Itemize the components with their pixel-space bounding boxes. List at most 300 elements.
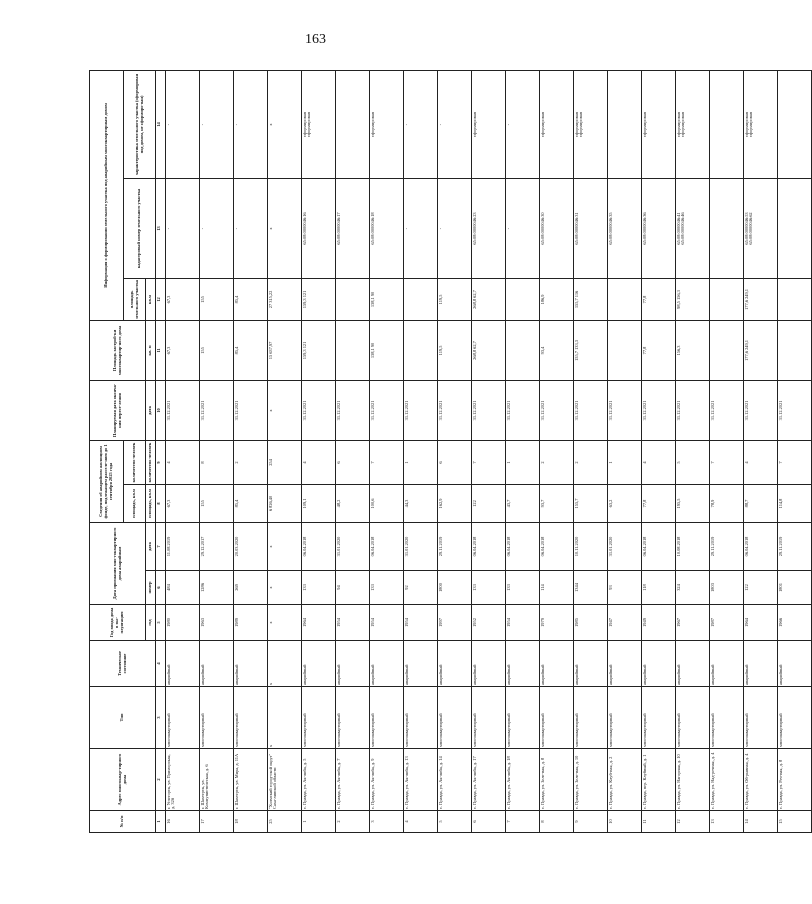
row-address: с. Правда, пер. Клубный, д. 1 — [642, 749, 676, 811]
row-planned-date: 31.12.2021 — [438, 380, 472, 440]
row-land-char: сформирован сформирован — [302, 70, 336, 178]
row-year: 1967 — [676, 605, 710, 641]
table-row — [370, 70, 404, 832]
row-decision-number: 324 — [676, 571, 710, 605]
row-land-area: 98,5 156,3 — [676, 278, 710, 320]
row-decision-number: 1286 — [200, 571, 234, 605]
row-address: с. Правда, ул. Ак-либа, д. 17 — [472, 749, 506, 811]
row-planned-date: 31.12.2021 — [676, 380, 710, 440]
row-land-char: - — [404, 70, 438, 178]
row-area: 85,4 — [234, 484, 268, 522]
header-people-unit: количество человек — [146, 440, 156, 484]
row-cadastral: 65:08:0000046:30 — [540, 178, 574, 278]
row-land-area: 27 315,22 — [268, 278, 302, 320]
row-land-area: 77,8 — [642, 278, 676, 320]
row-state: аварийный — [166, 641, 200, 687]
row-area: 88,7 — [744, 484, 778, 522]
table-row — [778, 70, 812, 832]
row-build-area — [404, 320, 438, 380]
row-build-area: 155,7 133,3 — [574, 320, 608, 380]
column-number-row — [156, 70, 166, 832]
column-number: 14 — [156, 70, 166, 178]
row-land-area — [778, 278, 812, 320]
column-number: 8 — [156, 484, 166, 522]
row-land-area: 119,5 — [438, 278, 472, 320]
row-year: 1954 — [336, 605, 370, 641]
row-area: 109,1 — [302, 484, 336, 522]
column-number: 12 — [156, 278, 166, 320]
row-state: аварийный — [404, 641, 438, 687]
row-cadastral: 65:08:0000046:36 — [642, 178, 676, 278]
header-number-unit: номер — [146, 571, 156, 605]
header-address: Адрес многоквар-тирного дома — [90, 749, 156, 811]
row-land-area — [336, 278, 370, 320]
row-cadastral: 65:08:0000046:23 — [472, 178, 506, 278]
row-area: 6 826,40 — [268, 484, 302, 522]
row-decision-date: 31.01.2020 — [404, 522, 438, 570]
row-year: 1954 — [506, 605, 540, 641]
row-type: многоквартирный — [574, 687, 608, 749]
row-year: 1954 — [370, 605, 404, 641]
row-state: аварийный — [778, 641, 812, 687]
column-number: 9 — [156, 440, 166, 484]
row-type: многоквартирный — [234, 687, 268, 749]
column-number: 4 — [156, 641, 166, 687]
row-year: 1985 — [574, 605, 608, 641]
header-year-unit: год — [146, 605, 156, 641]
row-index: 15 — [778, 811, 812, 833]
row-state: аварийный — [234, 641, 268, 687]
row-build-area — [506, 320, 540, 380]
table-row — [404, 70, 438, 832]
row-cadastral: - — [438, 178, 472, 278]
emergency-housing-table — [89, 70, 812, 833]
row-land-area: 177,6 249,1 — [744, 278, 778, 320]
row-planned-date: 31.12.2021 — [744, 380, 778, 440]
row-build-area: 15 637,97 — [268, 320, 302, 380]
row-year: 1964 — [744, 605, 778, 641]
row-land-char: сформирован — [540, 70, 574, 178]
row-decision-date: 20.03.2020 — [234, 522, 268, 570]
row-build-area: 119,5 — [438, 320, 472, 380]
column-number: 1 — [156, 811, 166, 833]
row-type: многоквартирный — [200, 687, 234, 749]
row-decision-date: 06.04.2018 — [506, 522, 540, 570]
row-build-area: 268,8 62,7 — [472, 320, 506, 380]
row-index: 16 — [166, 811, 200, 833]
row-index: 4 — [404, 811, 438, 833]
row-decision-date: 10.08.2018 — [676, 522, 710, 570]
row-decision-number: 92 — [404, 571, 438, 605]
row-area: 67,3 — [166, 484, 200, 522]
row-area: 48,2 — [336, 484, 370, 522]
row-type: многоквартирный — [506, 687, 540, 749]
row-land-char — [608, 70, 642, 178]
table-row — [506, 70, 540, 832]
row-state: x — [268, 641, 302, 687]
row-address: г. Шахтерск, ул. Коммунистическая, д. 6 — [200, 749, 234, 811]
row-address: с. Правда, ул. Зеле-ная, д. 8 — [540, 749, 574, 811]
row-state: аварийный — [744, 641, 778, 687]
row-cadastral: - — [166, 178, 200, 278]
row-area: 63,2 — [608, 484, 642, 522]
row-planned-date: 31.12.2021 — [370, 380, 404, 440]
row-type: многоквартирный — [642, 687, 676, 749]
table-body — [156, 70, 812, 832]
row-decision-number: 1800 — [438, 571, 472, 605]
row-planned-date: 31.12.2021 — [404, 380, 438, 440]
table-row — [710, 70, 744, 832]
row-land-char — [710, 70, 744, 178]
row-land-char: - — [200, 70, 234, 178]
table-row — [744, 70, 778, 832]
row-decision-number: 133 — [506, 571, 540, 605]
row-land-area: 155 — [200, 278, 234, 320]
row-decision-number: 93 — [608, 571, 642, 605]
row-build-area: 156,3 — [676, 320, 710, 380]
row-people: 4 — [166, 440, 200, 484]
header-area-unit: площадь, кв.м — [146, 484, 156, 522]
row-decision-date: 10.11.2020 — [574, 522, 608, 570]
row-year: 1997 — [438, 605, 472, 641]
row-area: 195,5 — [676, 484, 710, 522]
row-decision-number: 118 — [642, 571, 676, 605]
table-row — [642, 70, 676, 832]
row-land-char: - — [506, 70, 540, 178]
table-row — [608, 70, 642, 832]
header-planned-unit: дата — [146, 380, 156, 440]
row-type: многоквартирный — [540, 687, 574, 749]
row-people: 7 — [778, 440, 812, 484]
row-type: многоквартирный — [676, 687, 710, 749]
column-number: 5 — [156, 605, 166, 641]
row-index: 11 — [642, 811, 676, 833]
header-state: Техническое состояние — [90, 641, 156, 687]
row-decision-number: 122 — [744, 571, 778, 605]
row-land-area — [506, 278, 540, 320]
row-cadastral: x — [268, 178, 302, 278]
row-land-char: - — [166, 70, 200, 178]
row-decision-number: 133 — [472, 571, 506, 605]
row-type: многоквартирный — [404, 687, 438, 749]
row-planned-date: 31.12.2021 — [710, 380, 744, 440]
row-build-area: 93,4 — [540, 320, 574, 380]
row-planned-date: 31.12.2021 — [472, 380, 506, 440]
row-decision-date: 06.04.2018 — [302, 522, 336, 570]
row-planned-date: 31.12.2021 — [234, 380, 268, 440]
row-build-area: 159,3 121 — [302, 320, 336, 380]
row-planned-date: 31.12.2021 — [540, 380, 574, 440]
row-index: 2 — [336, 811, 370, 833]
row-land-char: - — [438, 70, 472, 178]
row-decision-date: 31.01.2020 — [608, 522, 642, 570]
column-number: 10 — [156, 380, 166, 440]
row-build-area — [608, 320, 642, 380]
row-decision-date: 06.04.2018 — [540, 522, 574, 570]
row-year: 1949 — [642, 605, 676, 641]
row-cadastral: - — [506, 178, 540, 278]
row-planned-date: 31.12.2021 — [574, 380, 608, 440]
row-decision-date: 31.01.2020 — [336, 522, 370, 570]
header-year: Год ввода дома в экс-плуатацию — [90, 605, 146, 641]
row-year: 1952 — [472, 605, 506, 641]
row-area: 155,7 — [574, 484, 608, 522]
row-year: 1989 — [234, 605, 268, 641]
header-land-char: характеристика земельного участка (сформирован под домом, не сформиро-ван) — [124, 70, 156, 178]
row-build-area: 85,4 — [234, 320, 268, 380]
row-land-char: сформирован сформирован — [676, 70, 710, 178]
row-build-area — [778, 320, 812, 380]
row-area: 114,8 — [778, 484, 812, 522]
row-cadastral: - — [404, 178, 438, 278]
row-state: аварийный — [438, 641, 472, 687]
row-area: 44,3 — [404, 484, 438, 522]
row-state: аварийный — [302, 641, 336, 687]
row-land-char: - — [234, 70, 268, 178]
row-index: 8 — [540, 811, 574, 833]
row-type: многоквартирный — [778, 687, 812, 749]
row-land-char: сформирован — [642, 70, 676, 178]
row-year: 1963 — [200, 605, 234, 641]
row-land-area: 85,4 — [234, 278, 268, 320]
row-state: аварийный — [336, 641, 370, 687]
row-address: с. Правда, ул. Ак-либа, д. 13 — [404, 749, 438, 811]
row-land-area: 186,9 — [540, 278, 574, 320]
row-cadastral: 65:08:0000046:53 65:08:0000046:62 — [744, 178, 778, 278]
row-address: с. Правда, ул. Над-речная, д. 4 — [710, 749, 744, 811]
row-land-char: сформирован — [472, 70, 506, 178]
row-land-char: сформирован — [370, 70, 404, 178]
row-decision-number: 484 — [166, 571, 200, 605]
table-row — [166, 70, 200, 832]
row-year: 1966 — [778, 605, 812, 641]
row-decision-date: 29.11.2019 — [710, 522, 744, 570]
row-cadastral — [710, 178, 744, 278]
row-area: 155 — [200, 484, 234, 522]
header-fund-area: площадь, кв.м — [124, 484, 146, 522]
row-planned-date: 31.12.2021 — [302, 380, 336, 440]
row-index: 12 — [676, 811, 710, 833]
header-cadastral: кадастровый номер земельного участка — [124, 178, 156, 278]
row-address: с. Правда, ул. Реч-ная, д. 8 — [778, 749, 812, 811]
row-land-area: 268,8 62,7 — [472, 278, 506, 320]
row-decision-number: 94 — [336, 571, 370, 605]
row-year: 1987 — [710, 605, 744, 641]
row-decision-number: 133 — [302, 571, 336, 605]
row-planned-date: 31.12.2021 — [608, 380, 642, 440]
row-people: 254 — [268, 440, 302, 484]
row-address: с. Правда, ул. Нагорная, д. 10 — [676, 749, 710, 811]
header-fund: Сведения об аварийном жилищном фонде, подлежащем расселе-нию до 1 сентября 2025 года — [90, 440, 124, 522]
row-decision-number: 1801 — [778, 571, 812, 605]
row-index: 14 — [744, 811, 778, 833]
row-build-area: 67,3 — [166, 320, 200, 380]
row-type: многоквартирный — [336, 687, 370, 749]
row-people: 1 — [506, 440, 540, 484]
row-index: 25 — [268, 811, 302, 833]
row-area: 78,9 — [710, 484, 744, 522]
column-number: 13 — [156, 178, 166, 278]
row-year: 1964 — [302, 605, 336, 641]
header-date-unit: дата — [146, 522, 156, 570]
row-people: 1 — [404, 440, 438, 484]
row-decision-number: 1803 — [710, 571, 744, 605]
row-state: аварийный — [608, 641, 642, 687]
row-area: 93,7 — [540, 484, 574, 522]
row-type: многоквартирный — [370, 687, 404, 749]
row-type: многоквартирный — [166, 687, 200, 749]
row-decision-number: 114 — [540, 571, 574, 605]
column-number: 11 — [156, 320, 166, 380]
row-address: с. Правда, ул. Об-рывная, д. 4 — [744, 749, 778, 811]
row-decision-date: 06.04.2018 — [744, 522, 778, 570]
table-row — [540, 70, 574, 832]
row-people: 6 — [438, 440, 472, 484]
row-people: 6 — [336, 440, 370, 484]
column-number: 6 — [156, 571, 166, 605]
row-type: многоквартирный — [438, 687, 472, 749]
row-state: аварийный — [710, 641, 744, 687]
row-state: аварийный — [472, 641, 506, 687]
row-cadastral: 65:08:0000046:16 — [302, 178, 336, 278]
row-decision-date: 06.04.2018 — [642, 522, 676, 570]
header-build-area: Площадь застрой-ки многоквартир-ного дома — [90, 320, 146, 380]
row-index: 9 — [574, 811, 608, 833]
rotated-register — [89, 71, 783, 833]
row-area: 162,9 — [438, 484, 472, 522]
header-planned: Планируемая дата оконча-ния пересе-ления — [90, 380, 146, 440]
row-area: 100,6 — [370, 484, 404, 522]
header-fund-people: количество человек — [124, 440, 146, 484]
row-people: 1 — [608, 440, 642, 484]
row-people: 7 — [370, 440, 404, 484]
row-type: многоквартирный — [472, 687, 506, 749]
row-decision-date: 06.04.2018 — [472, 522, 506, 570]
row-planned-date: x — [268, 380, 302, 440]
row-state: аварийный — [540, 641, 574, 687]
row-address: с. Правда, ул. Ак-либа, д. 9 — [370, 749, 404, 811]
table-row — [574, 70, 608, 832]
row-year: 1947 — [608, 605, 642, 641]
row-decision-date: 06.04.2018 — [370, 522, 404, 570]
row-type: многоквартирный — [710, 687, 744, 749]
row-land-char — [778, 70, 812, 178]
column-number: 7 — [156, 522, 166, 570]
row-people: 5 — [676, 440, 710, 484]
row-type: многоквартирный — [608, 687, 642, 749]
row-address: с. Правда, ул. Ак-либа, д. 5 — [302, 749, 336, 811]
header-index: № п/п — [90, 811, 156, 833]
row-people: 8 — [200, 440, 234, 484]
row-year: 1980 — [166, 605, 200, 641]
row-state: аварийный — [506, 641, 540, 687]
row-address: с. Правда, ул. Ак-либа, д. 7 — [336, 749, 370, 811]
header-type: Тип — [90, 687, 156, 749]
row-land-area — [710, 278, 744, 320]
row-cadastral: - — [200, 178, 234, 278]
row-planned-date: 31.12.2021 — [506, 380, 540, 440]
row-build-area — [710, 320, 744, 380]
row-planned-date: 31.12.2021 — [778, 380, 812, 440]
row-build-area — [336, 320, 370, 380]
row-decision-number: 1344 — [574, 571, 608, 605]
row-index: 6 — [472, 811, 506, 833]
row-decision-number: 133 — [370, 571, 404, 605]
row-address: с. Правда, ул. Ак-либа, д. 14 — [438, 749, 472, 811]
row-planned-date: 31.12.2021 — [336, 380, 370, 440]
row-cadastral: 65:08:0000046:17 — [336, 178, 370, 278]
header-land-unit: кв.м — [146, 278, 156, 320]
row-planned-date: 31.12.2021 — [200, 380, 234, 440]
row-build-area: 155 — [200, 320, 234, 380]
row-land-area: 138,1 90 — [370, 278, 404, 320]
row-land-char: x — [268, 70, 302, 178]
row-land-area: 67,3 — [166, 278, 200, 320]
row-state: аварийный — [370, 641, 404, 687]
table-row — [336, 70, 370, 832]
row-index: 17 — [200, 811, 234, 833]
row-land-area — [608, 278, 642, 320]
row-address: с. Правда, ул. Клуб-ная, д. 2 — [608, 749, 642, 811]
row-cadastral: 65:08:0000046:18 — [370, 178, 404, 278]
row-people: 7 — [472, 440, 506, 484]
row-index: 18 — [234, 811, 268, 833]
row-build-area: 177,6 249,1 — [744, 320, 778, 380]
row-state: аварийный — [200, 641, 234, 687]
row-address: г. Углегорск, ул. Приморская, д. 32б — [166, 749, 200, 811]
row-build-area: 77,8 — [642, 320, 676, 380]
table-row — [676, 70, 710, 832]
row-planned-date: 31.12.2021 — [166, 380, 200, 440]
row-index: 7 — [506, 811, 540, 833]
page-number: 163 — [305, 32, 326, 47]
row-cadastral: 65:08:0000046:35 — [608, 178, 642, 278]
row-decision-date: 29.11.2019 — [778, 522, 812, 570]
table-row — [472, 70, 506, 832]
row-type: многоквартирный — [302, 687, 336, 749]
row-cadastral: 65:08:0000046:31 — [574, 178, 608, 278]
row-address: с. Правда, ул. Ак-либа, д. 18 — [506, 749, 540, 811]
table-row — [302, 70, 336, 832]
table-row — [268, 70, 302, 832]
row-decision-date: 11.08.2019 — [166, 522, 200, 570]
row-people: 7 — [710, 440, 744, 484]
row-people: 4 — [642, 440, 676, 484]
column-number: 3 — [156, 687, 166, 749]
row-decision-date: 29.11.2019 — [438, 522, 472, 570]
row-type: многоквартирный — [744, 687, 778, 749]
row-land-char: сформирован сформирован — [574, 70, 608, 178]
row-index: 10 — [608, 811, 642, 833]
row-area: 77,8 — [642, 484, 676, 522]
row-address: "Холмский город-ской округ" Саха-линской области — [268, 749, 302, 811]
row-address: г. Шахтерск, ул. Мира, д. 11А — [234, 749, 268, 811]
header-land: Информация о формировании земельного участка под аварийным многоквартирным домом — [90, 70, 124, 320]
row-planned-date: 31.12.2021 — [642, 380, 676, 440]
row-people: 4 — [744, 440, 778, 484]
row-land-area: 159,3 121 — [302, 278, 336, 320]
row-cadastral: 65:08:0000046:41 65:08:0000046:46 — [676, 178, 710, 278]
table-row — [234, 70, 268, 832]
row-decision-date: x — [268, 522, 302, 570]
row-year: x — [268, 605, 302, 641]
row-land-area: 155,7 116 — [574, 278, 608, 320]
row-people: 2 — [540, 440, 574, 484]
row-state: аварийный — [574, 641, 608, 687]
row-decision-number: x — [268, 571, 302, 605]
row-address: с. Правда, ул. Зеле-ная, д. 10 — [574, 749, 608, 811]
row-index: 3 — [370, 811, 404, 833]
